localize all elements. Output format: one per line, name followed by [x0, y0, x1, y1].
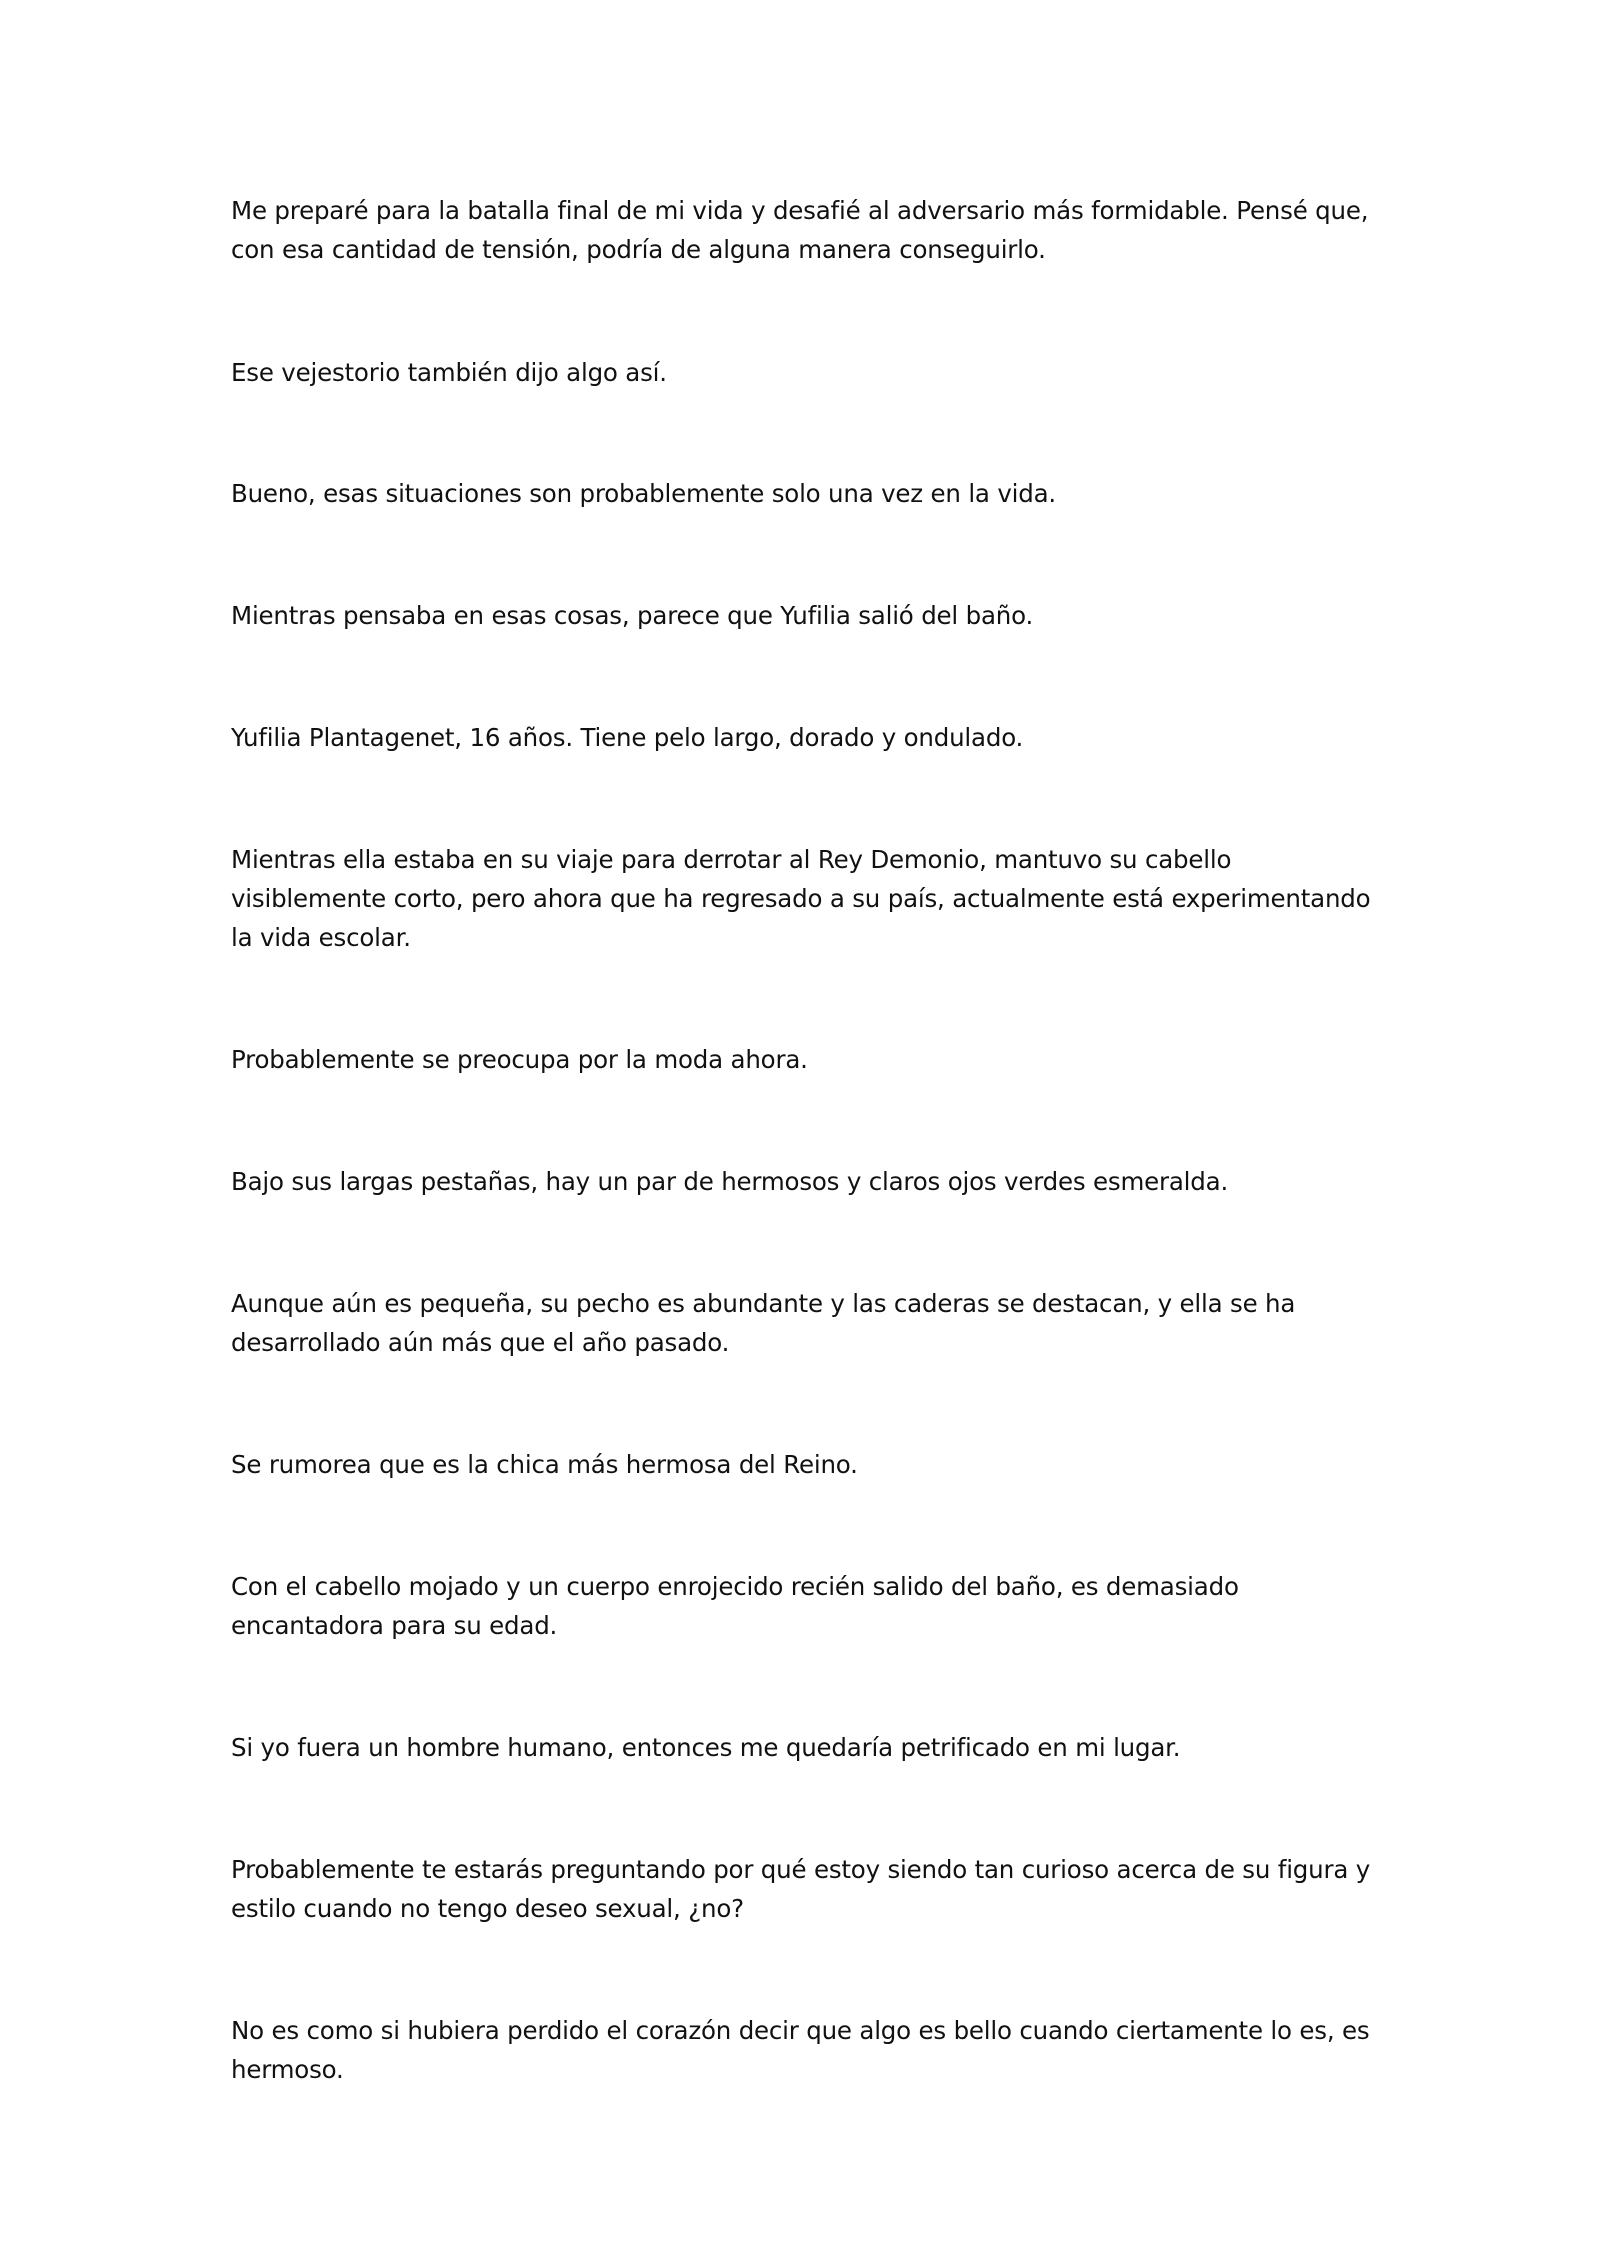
paragraph-13: Probablemente te estarás preguntando por qué estoy siendo tan curioso acerca de su figura y estilo cuando no tengo deseo sexual, ¿no? — [231, 1855, 1371, 1923]
paragraph-11: Con el cabello mojado y un cuerpo enrojecido recién salido del baño, es demasiado encantadora para su edad. — [231, 1572, 1239, 1640]
paragraph-14: No es como si hubiera perdido el corazón decir que algo es bello cuando ciertamente lo es, es hermoso. — [231, 2016, 1370, 2084]
paragraph-12: Si yo fuera un hombre humano, entonces me quedaría petrificado en mi lugar. — [231, 1733, 1181, 1762]
paragraph-3: Bueno, esas situaciones son probablemente solo una vez en la vida. — [231, 479, 1056, 508]
paragraph-9: Aunque aún es pequeña, su pecho es abundante y las caderas se destacan, y ella se ha desarrollado aún más que el año pasado. — [231, 1289, 1296, 1357]
paragraph-6: Mientras ella estaba en su viaje para derrotar al Rey Demonio, mantuvo su cabello visiblemente corto, pero ahora que ha regresado a su país, actualmente está experimentando la vida escolar. — [231, 845, 1371, 952]
paragraph-7: Probablemente se preocupa por la moda ahora. — [231, 1045, 808, 1074]
paragraph-1: Me preparé para la batalla final de mi vida y desafié al adversario más formidable. Pensé que, con esa cantidad de tensión, podría de alguna manera conseguirlo. — [231, 196, 1369, 264]
paragraph-4: Mientras pensaba en esas cosas, parece que Yufilia salió del baño. — [231, 601, 1034, 630]
paragraph-2: Ese vejestorio también dijo algo así. — [231, 358, 667, 387]
paragraph-8: Bajo sus largas pestañas, hay un par de hermosos y claros ojos verdes esmeralda. — [231, 1167, 1229, 1196]
paragraph-10: Se rumorea que es la chica más hermosa del Reino. — [231, 1450, 858, 1479]
paragraph-5: Yufilia Plantagenet, 16 años. Tiene pelo largo, dorado y ondulado. — [231, 723, 1024, 752]
